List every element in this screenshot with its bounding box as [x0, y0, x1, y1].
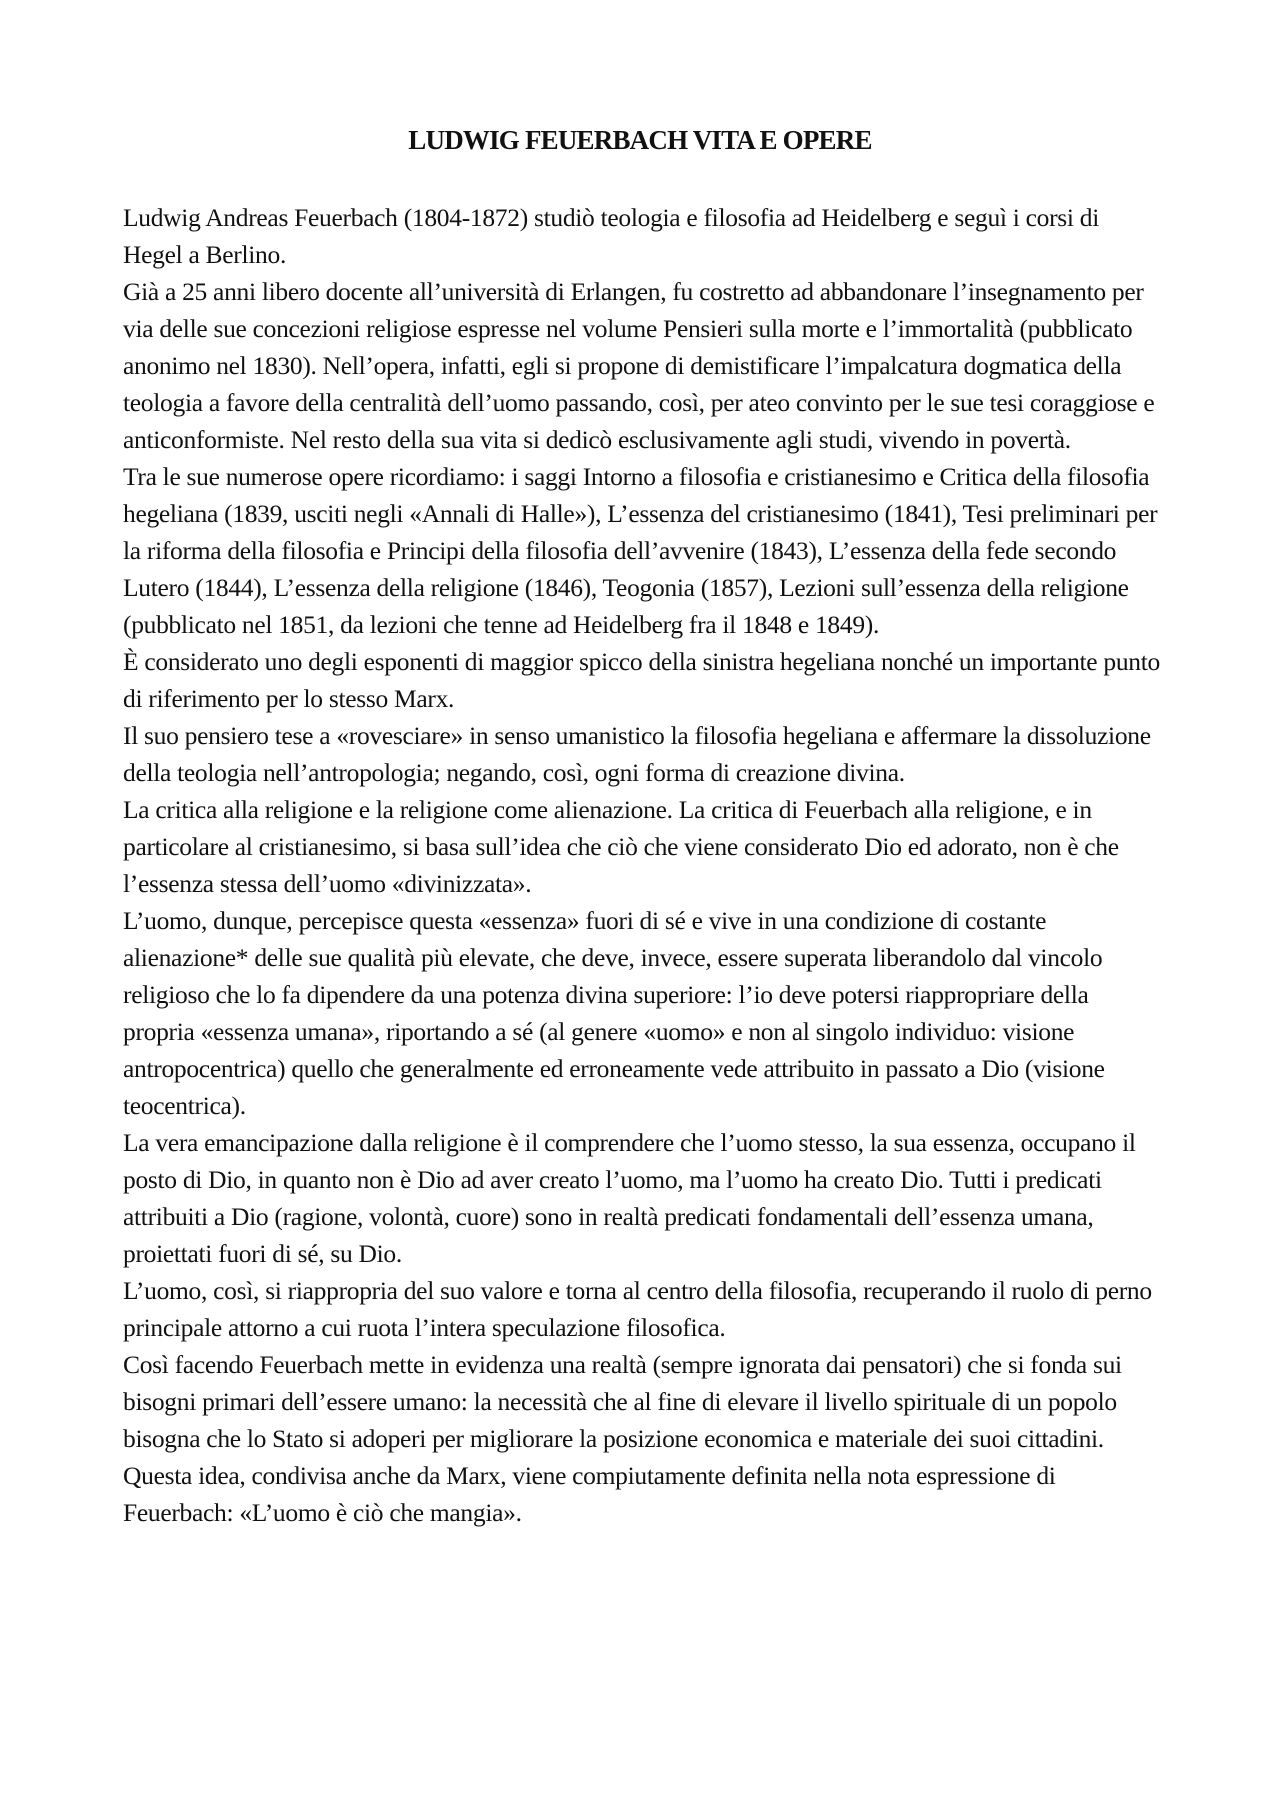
paragraph-works: Tra le sue numerose opere ricordiamo: i saggi Intorno a filosofia e cristianesimo e Critica della filosofia hegeliana (1839, usciti negli «Annali di Halle»), L’essenza del cristianesimo (1841), Tesi preliminari per la riforma della filosofia e Principi della filosofia dell’avvenire (1843), L’essenza della fede secondo Lutero (1844), L’essenza della religione (1846), Teogonia (1857), Lezioni sull’essenza della religione (pubblicato nel 1851, da lezioni che tenne ad Heidelberg fra il 1848 e 1849).	[123, 462, 1158, 639]
paragraph-emancipation: La vera emancipazione dalla religione è il comprendere che l’uomo stesso, la sua essenza, occupano il posto di Dio, in quanto non è Dio ad aver creato l’uomo, ma l’uomo ha creato Dio. Tutti i predicati attribuiti a Dio (ragione, volontà, cuore) sono in realtà predicati fondamentali dell’essenza umana, proiettati fuori di sé, su Dio.	[123, 1128, 1136, 1268]
paragraph-biography: Ludwig Andreas Feuerbach (1804-1872) studiò teologia e filosofia ad Heidelberg e seguì i corsi di Hegel a Berlino.	[123, 203, 1100, 269]
document-title: LUDWIG FEUERBACH VITA E OPERE	[408, 125, 872, 155]
paragraph-conclusion: Così facendo Feuerbach mette in evidenza una realtà (sempre ignorata dai pensatori) che si fonda sui bisogni primari dell’essere umano: la necessità che al fine di elevare il livello spirituale di un popolo bisogna che lo Stato si adoperi per migliorare la posizione economica e materiale dei suoi cittadini. Questa idea, condivisa anche da Marx, viene compiutamente definita nella nota espressione di Feuerbach: «L’uomo è ciò che mangia».	[123, 1350, 1122, 1527]
paragraph-thought: Il suo pensiero tese a «rovesciare» in senso umanistico la filosofia hegeliana e affermare la dissoluzione della teologia nell’antropologia; negando, così, ogni forma di creazione divina.	[123, 721, 1151, 787]
paragraph-man-centre: L’uomo, così, si riappropria del suo valore e torna al centro della filosofia, recuperando il ruolo di perno principale attorno a cui ruota l’intera speculazione filosofica.	[123, 1276, 1152, 1342]
document-body	[123, 199, 1163, 1531]
paragraph-alienation: L’uomo, dunque, percepisce questa «essenza» fuori di sé e vive in una condizione di costante alienazione* delle sue qualità più elevate, che deve, invece, essere superata liberandolo dal vincolo religioso che lo fa dipendere da una potenza divina superiore: l’io deve potersi riappropriare della propria «essenza umana», riportando a sé (al genere «uomo» e non al singolo individuo: visione antropocentrica) quello che generalmente ed erroneamente vede attribuito in passato a Dio (visione teocentrica).	[123, 906, 1105, 1120]
paragraph-critique-religion: La critica alla religione e la religione come alienazione. La critica di Feuerbach alla religione, e in particolare al cristianesimo, si basa sull’idea che ciò che viene considerato Dio ed adorato, non è che l’essenza stessa dell’uomo «divinizzata».	[123, 795, 1119, 898]
paragraph-influence: È considerato uno degli esponenti di maggior spicco della sinistra hegeliana nonché un importante punto di riferimento per lo stesso Marx.	[123, 647, 1160, 713]
paragraph-career: Già a 25 anni libero docente all’università di Erlangen, fu costretto ad abbandonare l’insegnamento per via delle sue concezioni religiose espresse nel volume Pensieri sulla morte e l’immortalità (pubblicato anonimo nel 1830). Nell’opera, infatti, egli si propone di demistificare l’impalcatura dogmatica della teologia a favore della centralità dell’uomo passando, così, per ateo convinto per le sue tesi coraggiose e anticonformiste. Nel resto della sua vita si dedicò esclusivamente agli studi, vivendo in povertà.	[123, 277, 1155, 454]
